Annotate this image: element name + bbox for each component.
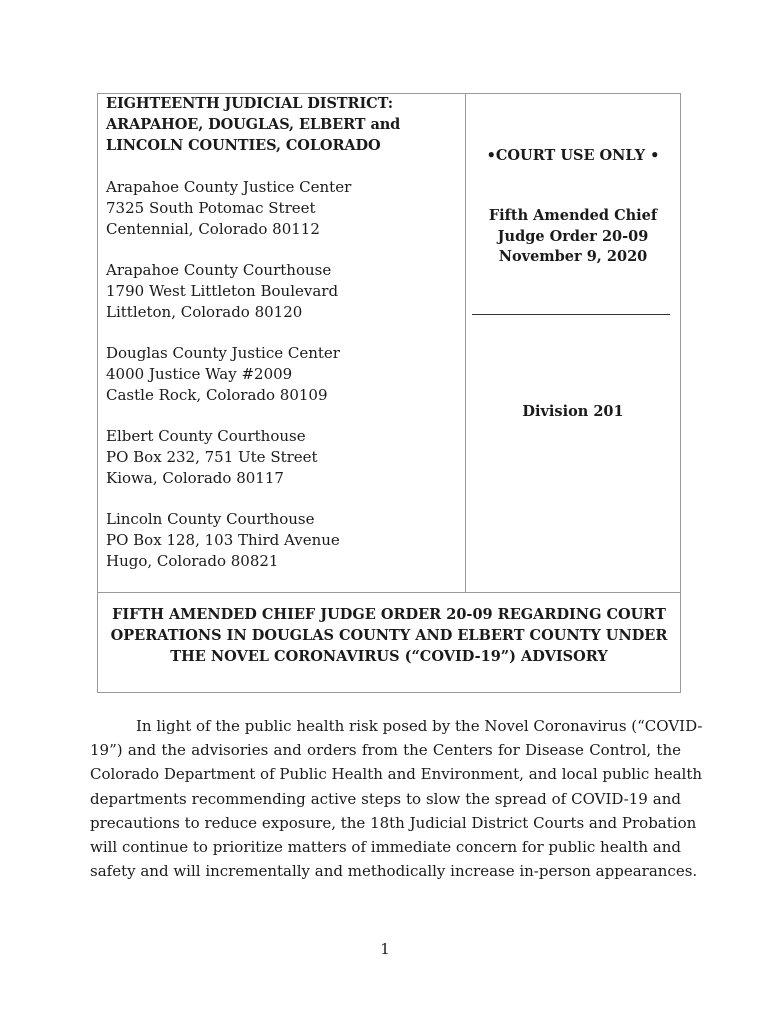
location-arapahoe-justice-center xyxy=(106,177,461,239)
caption-row-divider xyxy=(98,592,680,593)
order-title xyxy=(98,604,680,667)
order-reference xyxy=(466,206,680,268)
body-line: will continue to prioritize matters of immediate concern for public health and xyxy=(90,838,681,857)
location-street: 4000 Justice Way #2009 xyxy=(106,364,293,383)
court-address-column xyxy=(106,94,461,571)
location-lincoln-courthouse xyxy=(106,509,461,571)
order-date: November 9, 2020 xyxy=(498,248,648,266)
location-name: Elbert County Courthouse xyxy=(106,426,306,445)
district-line: EIGHTEENTH JUDICIAL DISTRICT: xyxy=(106,95,394,112)
location-city: Hugo, Colorado 80821 xyxy=(106,551,279,570)
body-line: departments recommending active steps to slow the spread of COVID-19 and xyxy=(90,789,681,808)
location-arapahoe-courthouse xyxy=(106,260,461,322)
location-street: PO Box 232, 751 Ute Street xyxy=(106,447,318,466)
location-name: Arapahoe County Courthouse xyxy=(106,260,332,279)
court-use-only-label: •COURT USE ONLY • xyxy=(486,147,660,164)
location-name: Douglas County Justice Center xyxy=(106,343,340,362)
case-number-blank-line xyxy=(472,314,670,315)
body-line: safety and will incrementally and methodically increase in-person appearances. xyxy=(90,862,698,881)
page-number: 1 xyxy=(380,940,390,958)
district-line: ARAPAHOE, DOUGLAS, ELBERT and xyxy=(106,115,401,133)
location-elbert-courthouse xyxy=(106,426,461,488)
title-line: OPERATIONS IN DOUGLAS COUNTY AND ELBERT COUNTY UNDER xyxy=(110,627,668,644)
title-line: THE NOVEL CORONAVIRUS (“COVID-19”) ADVISORY xyxy=(170,648,608,665)
location-city: Castle Rock, Colorado 80109 xyxy=(106,385,328,404)
body-paragraph xyxy=(90,714,703,883)
district-line: LINCOLN COUNTIES, COLORADO xyxy=(106,136,381,154)
location-name: Lincoln County Courthouse xyxy=(106,509,315,528)
body-line: In light of the public health risk posed by the Novel Coronavirus (“COVID- xyxy=(136,717,703,735)
body-line: precautions to reduce exposure, the 18th Judicial District Courts and Probation xyxy=(90,813,697,832)
caption-box xyxy=(97,93,681,693)
location-street: 7325 South Potomac Street xyxy=(106,198,316,217)
title-line: FIFTH AMENDED CHIEF JUDGE ORDER 20-09 REGARDING COURT xyxy=(112,606,666,623)
location-city: Kiowa, Colorado 80117 xyxy=(106,468,284,487)
order-line: Judge Order 20-09 xyxy=(497,227,649,245)
location-street: 1790 West Littleton Boulevard xyxy=(106,281,339,300)
location-douglas-justice-center xyxy=(106,343,461,405)
location-city: Littleton, Colorado 80120 xyxy=(106,302,303,321)
division-label: Division 201 xyxy=(522,403,624,420)
location-street: PO Box 128, 103 Third Avenue xyxy=(106,530,340,549)
district-heading xyxy=(106,94,461,156)
body-line: Colorado Department of Public Health and Environment, and local public health xyxy=(90,765,703,784)
court-use-column xyxy=(466,94,680,592)
order-line: Fifth Amended Chief xyxy=(488,207,658,224)
body-line: 19”) and the advisories and orders from the Centers for Disease Control, the xyxy=(90,741,681,760)
location-city: Centennial, Colorado 80112 xyxy=(106,219,320,238)
location-name: Arapahoe County Justice Center xyxy=(106,177,352,196)
